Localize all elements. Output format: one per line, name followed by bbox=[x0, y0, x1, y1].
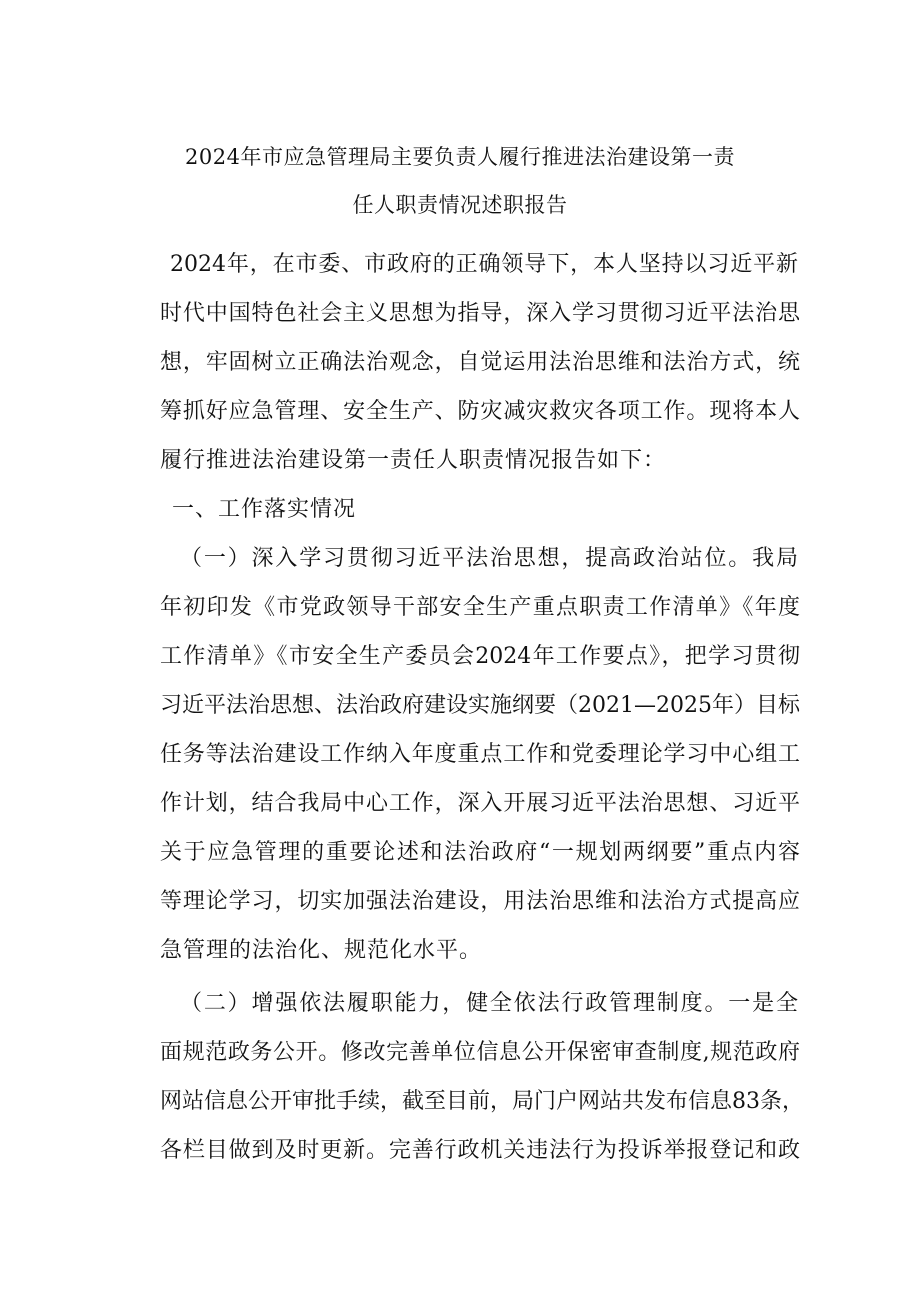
document-title-line-2: 任人职责情况述职报告 bbox=[352, 193, 568, 217]
paragraph-2-line-7: 关于应急管理的重要论述和法治政府“一规划两纲要”重点内容 bbox=[160, 840, 800, 865]
paragraph-2-line-5: 任务等法治建设工作纳入年度重点工作和党委理论学习中心组工 bbox=[160, 742, 800, 767]
paragraph-2-line-3: 工作清单》《市安全生产委员会2024年工作要点》，把学习贯彻 bbox=[160, 644, 800, 669]
paragraph-3-line-2: 面规范政务公开。修改完善单位信息公开保密审查制度,规范政府 bbox=[160, 1040, 800, 1065]
paragraph-3-line-3: 网站信息公开审批手续，截至目前，局门户网站共发布信息83条， bbox=[160, 1089, 804, 1114]
paragraph-1-line-5: 履行推进法治建设第一责任人职责情况报告如下： bbox=[160, 448, 667, 473]
paragraph-3-line-4: 各栏目做到及时更新。完善行政机关违法行为投诉举报登记和政 bbox=[160, 1138, 800, 1163]
paragraph-2-line-4: 习近平法治思想、法治政府建设实施纲要（2021—2025年）目标 bbox=[160, 693, 800, 718]
paragraph-2-line-9: 急管理的法治化、规范化水平。 bbox=[160, 938, 483, 963]
paragraph-2-line-2: 年初印发《市党政领导干部安全生产重点职责工作清单》《年度 bbox=[160, 595, 800, 620]
paragraph-1-line-4: 筹抓好应急管理、安全生产、防灾减灾救灾各项工作。现将本人 bbox=[160, 399, 800, 424]
paragraph-2-line-8: 等理论学习，切实加强法治建设，用法治思维和法治方式提高应 bbox=[160, 889, 800, 914]
paragraph-2-line-1: （一）深入学习贯彻习近平法治思想，提高政治站位。我局 bbox=[180, 546, 798, 571]
paragraph-1-line-3: 想，牢固树立正确法治观念，自觉运用法治思维和法治方式，统 bbox=[160, 350, 800, 375]
paragraph-2-line-6: 作计划，结合我局中心工作，深入开展习近平法治思想、习近平 bbox=[160, 791, 800, 816]
section-heading-1: 一、工作落实情况 bbox=[172, 497, 357, 522]
paragraph-1-line-2: 时代中国特色社会主义思想为指导，深入学习贯彻习近平法治思 bbox=[160, 301, 800, 326]
paragraph-3-line-1: （二）增强依法履职能力，健全依法行政管理制度。一是全 bbox=[180, 991, 798, 1016]
document-title-line-1: 2024年市应急管理局主要负责人履行推进法治建设第一责 bbox=[185, 145, 735, 169]
paragraph-1-line-1: 2024年，在市委、市政府的正确领导下，本人坚持以习近平新 bbox=[170, 252, 798, 277]
